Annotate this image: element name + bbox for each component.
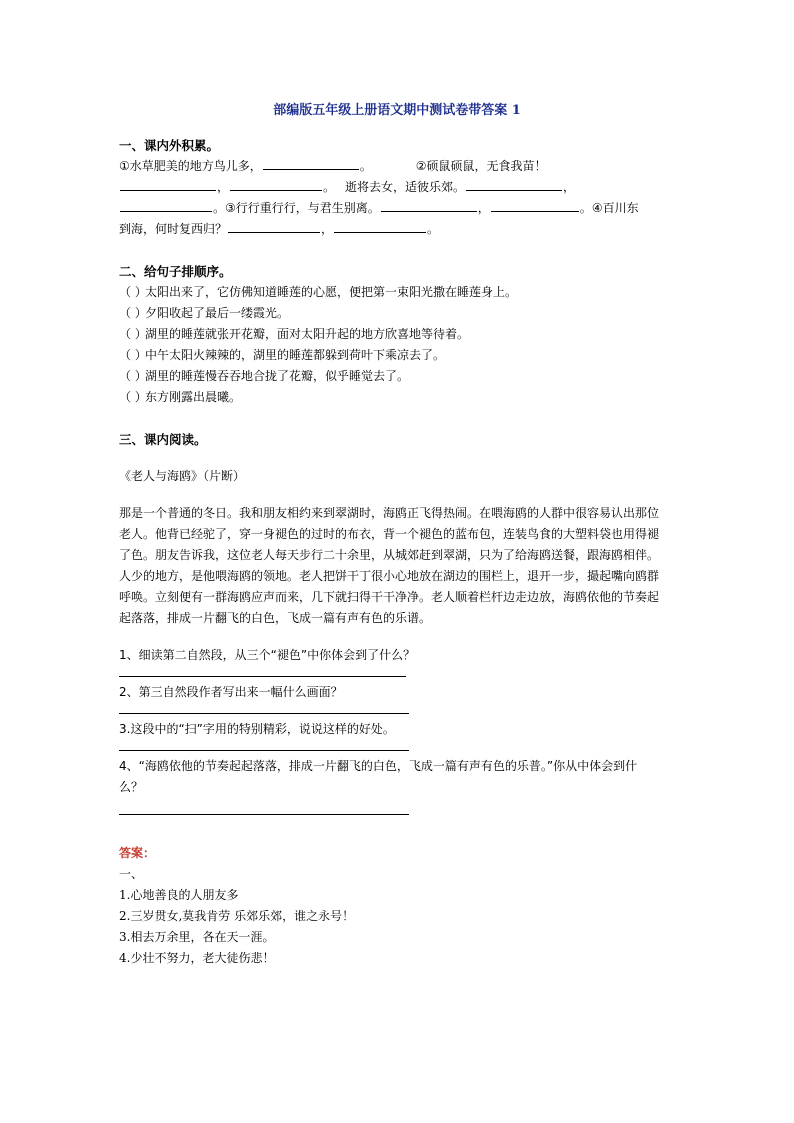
fill-blank[interactable]	[466, 177, 562, 191]
answer-paren[interactable]: （ ）	[119, 390, 147, 404]
fill-blank[interactable]	[228, 219, 320, 233]
q3-prefix: ③行行重行行，与君生别离。	[225, 201, 380, 215]
answer-paren[interactable]: （ ）	[119, 348, 147, 362]
fill-blank[interactable]	[120, 198, 212, 212]
fill-blank[interactable]	[120, 177, 216, 191]
q4-line2: 到海，何时复西归？	[119, 222, 228, 236]
section-1-heading: 一、课内外积累。	[119, 138, 220, 153]
order-item-text: 夕阳收起了最后一缕霞光。	[145, 306, 290, 320]
section-2-heading: 二、给句子排顺序。	[119, 264, 232, 279]
fill-blank[interactable]	[491, 198, 579, 212]
question-2: 2、第三自然段作者写出来一幅什么画面？	[119, 685, 343, 699]
q1-prefix: ①水草肥美的地方鸟儿多，	[119, 159, 262, 173]
fill-blank[interactable]	[381, 198, 477, 212]
period: 。	[427, 222, 440, 236]
comma: ，	[477, 201, 490, 215]
answer-paren[interactable]: （ ）	[119, 285, 147, 299]
answer-item: 4.少壮不努力，老大徒伤悲！	[119, 951, 275, 965]
q1-suffix: 。	[359, 159, 372, 173]
fill-blank[interactable]	[263, 156, 359, 170]
order-item-text: 太阳出来了，它仿佛知道睡莲的心愿，便把第一束阳光撒在睡莲身上。	[145, 285, 518, 299]
order-item	[119, 303, 659, 324]
order-item	[119, 324, 659, 345]
comma: ，	[217, 180, 230, 194]
q2-prefix: ②硕鼠硕鼠，无食我苗！	[415, 159, 547, 173]
answers-sub: 一、	[119, 867, 144, 881]
answer-line[interactable]	[119, 666, 406, 677]
order-item	[119, 387, 659, 408]
period: 。	[323, 180, 336, 194]
section-3-heading: 三、课内阅读。	[119, 432, 207, 447]
answer-line[interactable]	[119, 740, 409, 751]
section-1-line-4	[119, 219, 659, 240]
question-4: 4、“海鸥依他的节奏起起落落，排成一片翻飞的白色，飞成一篇有声有色的乐普。”你从中体会到什么？	[119, 759, 638, 794]
answer-line[interactable]	[119, 703, 409, 714]
q4-prefix: ④百川东	[591, 201, 639, 215]
q2-mid: 逝将去女，适彼乐郊。	[345, 180, 466, 194]
period: 。	[213, 201, 226, 215]
comma: ，	[321, 222, 334, 236]
order-item-text: 中午太阳火辣辣的，湖里的睡莲都躲到荷叶下乘凉去了。	[145, 348, 446, 362]
order-item	[119, 366, 659, 387]
answer-item: 3.相去万余里，各在天一涯。	[119, 930, 275, 944]
answer-line[interactable]	[119, 804, 409, 815]
section-1-line-3	[119, 198, 659, 219]
order-item-text: 东方刚露出晨曦。	[145, 390, 242, 404]
passage-title: 《老人与海鸥》（片断）	[119, 469, 246, 483]
answer-item: 1.心地善良的人朋友多	[119, 888, 239, 902]
fill-blank[interactable]	[230, 177, 322, 191]
section-1-line-1	[119, 156, 659, 177]
order-item-text: 湖里的睡莲慢吞吞地合拢了花瓣，似乎睡觉去了。	[145, 369, 410, 383]
answers-heading: 答案：	[119, 846, 156, 860]
answer-item: 2.三岁贯女,莫我肯劳 乐郊乐郊，谁之永号！	[119, 909, 355, 923]
order-item	[119, 345, 659, 366]
document-body	[119, 135, 659, 969]
answer-paren[interactable]: （ ）	[119, 369, 147, 383]
section-1-line-2	[119, 177, 659, 198]
period: 。	[579, 201, 592, 215]
answer-paren[interactable]: （ ）	[119, 306, 147, 320]
order-item	[119, 282, 659, 303]
order-item-text: 湖里的睡莲就张开花瓣，面对太阳升起的地方欣喜地等待着。	[145, 327, 470, 341]
answer-paren[interactable]: （ ）	[119, 327, 147, 341]
fill-blank[interactable]	[334, 219, 426, 233]
page-title: 部编版五年级上册语文期中测试卷带答案 1	[273, 103, 521, 118]
comma: ，	[563, 180, 576, 194]
passage-text: 那是一个普通的冬日。我和朋友相约来到翠湖时，海鸥正飞得热闹。在喂海鸥的人群中很容易认出那位老人。他背已经驼了，穿一身褪色的过时的布衣，背一个褪色的蓝布包，连装鸟食的大塑料袋也用得褪了色。朋友告诉我，这位老人每天步行二十余里，从城郊赶到翠湖，只为了给海鸥送餐，跟海鸥相伴。人少的地方，是他喂海鸥的领地。老人把饼干丁很小心地放在湖边的围栏上，退开一步，撮起嘴向鸥群呼唤。立刻便有一群海鸥应声而来，几下就扫得干干净净。老人顺着栏杆边走边放，海鸥依他的节奏起起落落，排成一片翻飞的白色，飞成一篇有声有色的乐谱。	[119, 506, 660, 625]
question-1: 1、细读第二自然段，从三个“褪色”中你体会到了什么？	[119, 648, 416, 662]
question-3: 3.这段中的“扫”字用的特别精彩，说说这样的好处。	[119, 722, 395, 736]
